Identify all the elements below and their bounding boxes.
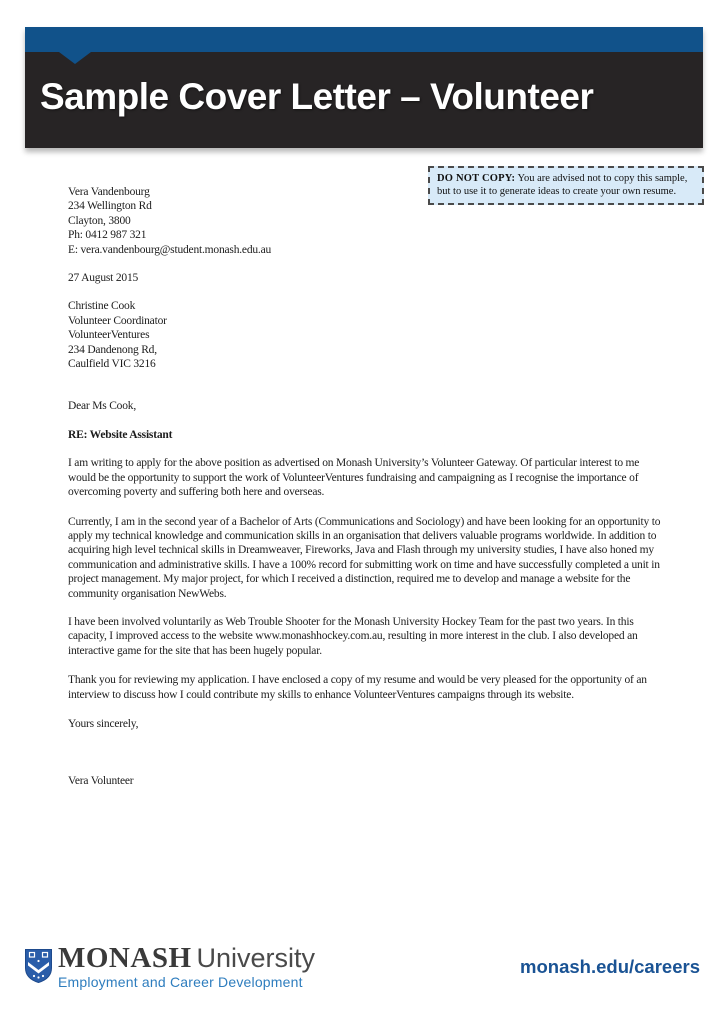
page-title: Sample Cover Letter – Volunteer	[40, 76, 594, 117]
header-dark-band	[25, 52, 703, 148]
monash-logo	[25, 944, 315, 990]
signature-name: Vera Volunteer	[68, 775, 134, 788]
paragraph-intro: I am writing to apply for the above position as advertised on Monash University’s Volunteer Gateway. Of particular interest to me would be the opportunity to support the work of VolunteerVentures fundraising and campaigning as I recognise the importance of overcoming poverty and suffering both here and overseas.	[68, 457, 640, 499]
careers-url: monash.edu/careers	[520, 956, 700, 977]
letter-date: 27 August 2015	[68, 272, 139, 285]
recipient-street: 234 Dandenong Rd,	[68, 343, 157, 356]
header-blue-bar	[25, 27, 703, 52]
sender-name: Vera Vandenbourg	[68, 186, 150, 198]
recipient-organisation: VolunteerVentures	[68, 329, 150, 342]
sender-address-block	[68, 185, 668, 257]
monash-wordmark	[58, 944, 315, 972]
header-notch-triangle	[59, 52, 91, 64]
monash-logo-text	[58, 944, 315, 990]
logo-department-text: Employment and Career Development	[58, 974, 303, 990]
subject-line: RE: Website Assistant	[68, 428, 173, 441]
sender-street: 234 Wellington Rd	[68, 200, 152, 213]
closing-line: Yours sincerely,	[68, 717, 139, 730]
letter-body	[68, 185, 668, 803]
recipient-address-block	[68, 299, 668, 371]
paragraph-thanks: Thank you for reviewing my application. I have enclosed a copy of my resume and would be very pleased for the opportunity of an interview to discuss how I could contribute my skills to enhance VolunteerVentures campaigns through its website.	[68, 674, 647, 701]
logo-monash-text: MONASH	[58, 942, 192, 974]
recipient-name: Christine Cook	[68, 300, 136, 313]
sender-email: E: vera.vandenbourg@student.monash.edu.au	[68, 243, 272, 256]
sender-suburb: Clayton, 3800	[68, 214, 131, 227]
paragraph-skills: Currently, I am in the second year of a Bachelor of Arts (Communications and Sociology) and have been looking for an opportunity to apply my technical knowledge and communication skills in an organisation that delivers valuable programs worldwide. In addition to acquiring high level technical skills in Dreamweaver, Fireworks, Java and Flash through my university studies, I have also honed my communication and administrative skills. I have a 100% record for submitting work on time and have successfully completed a unit in project management. My major project, for which I received a distinction, required me to develop and manage a website for the community organisation NewWebs.	[68, 515, 661, 600]
footer	[25, 944, 700, 990]
monash-shield-icon	[25, 949, 52, 983]
salutation: Dear Ms Cook,	[68, 400, 136, 413]
logo-university-text: University	[196, 943, 316, 973]
sender-phone: Ph: 0412 987 321	[68, 229, 147, 242]
notice-text: You are advised not to copy this sample, but to use it to generate ideas to create your own resume.	[437, 173, 688, 197]
notice-label: DO NOT COPY:	[437, 173, 516, 184]
recipient-suburb: Caulfield VIC 3216	[68, 358, 156, 371]
paragraph-experience: I have been involved voluntarily as Web Trouble Shooter for the Monash University Hockey Team for the past two years. In this capacity, I improved access to the website www.monashhockey.com.au, resulting in more interest in the club. I also developed an interactive game for the site that has been hugely popular.	[68, 615, 638, 657]
header-banner	[25, 27, 703, 148]
recipient-title: Volunteer Coordinator	[68, 314, 167, 327]
